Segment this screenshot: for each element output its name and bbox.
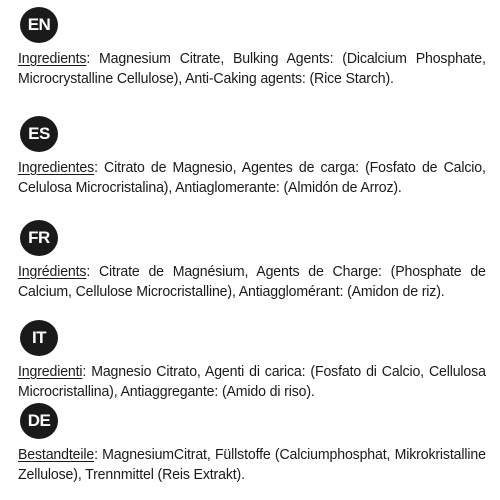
ingredients-section-it (18, 320, 486, 401)
ingredients-label-en: Ingredients (18, 50, 87, 67)
ingredients-list-es: : Citrato de Magnesio, Agentes de carga: (Fosfato de Calcio, Celulosa Microcristalina), Antiaglomerante: (Almidón de Arroz). (18, 159, 486, 196)
ingredients-list-fr: : Citrate de Magnésium, Agents de Charge: (Phosphate de Calcium, Cellulose Microcristalline), Antiagglomérant: (Amidon de riz). (18, 263, 486, 300)
ingredients-text-en (18, 49, 486, 88)
ingredients-list-it: : Magnesio Citrato, Agenti di carica: (Fosfato di Calcio, Cellulosa Microcristallina), Antiaggregante: (Amido di riso). (18, 363, 486, 400)
ingredients-label-es: Ingredientes (18, 159, 95, 176)
language-badge-fr: FR (20, 220, 58, 256)
ingredients-list-de: : MagnesiumCitrat, Füllstoffe (Calciumphosphat, Mikrokristalline Zellulose), Trennmittel (Reis Extrakt). (18, 446, 486, 483)
ingredients-label-de: Bestandteile (18, 446, 95, 463)
ingredients-section-es (18, 116, 486, 197)
language-badge-es: ES (20, 116, 58, 152)
language-badge-en: EN (20, 7, 58, 43)
ingredients-label-fr: Ingrédients (18, 263, 87, 280)
ingredients-list-en: : Magnesium Citrate, Bulking Agents: (Dicalcium Phosphate, Microcrystalline Cellulose), Anti-Caking agents: (Rice Starch). (18, 50, 486, 87)
ingredients-section-en (18, 7, 486, 88)
language-badge-it: IT (20, 320, 58, 356)
ingredients-section-fr (18, 220, 486, 301)
ingredients-text-fr (18, 262, 486, 301)
ingredients-text-es (18, 158, 486, 197)
ingredients-label-it: Ingredienti (18, 363, 83, 380)
ingredients-text-de (18, 445, 486, 484)
language-badge-de: DE (20, 403, 58, 439)
ingredients-text-it (18, 362, 486, 401)
ingredients-section-de (18, 403, 486, 484)
